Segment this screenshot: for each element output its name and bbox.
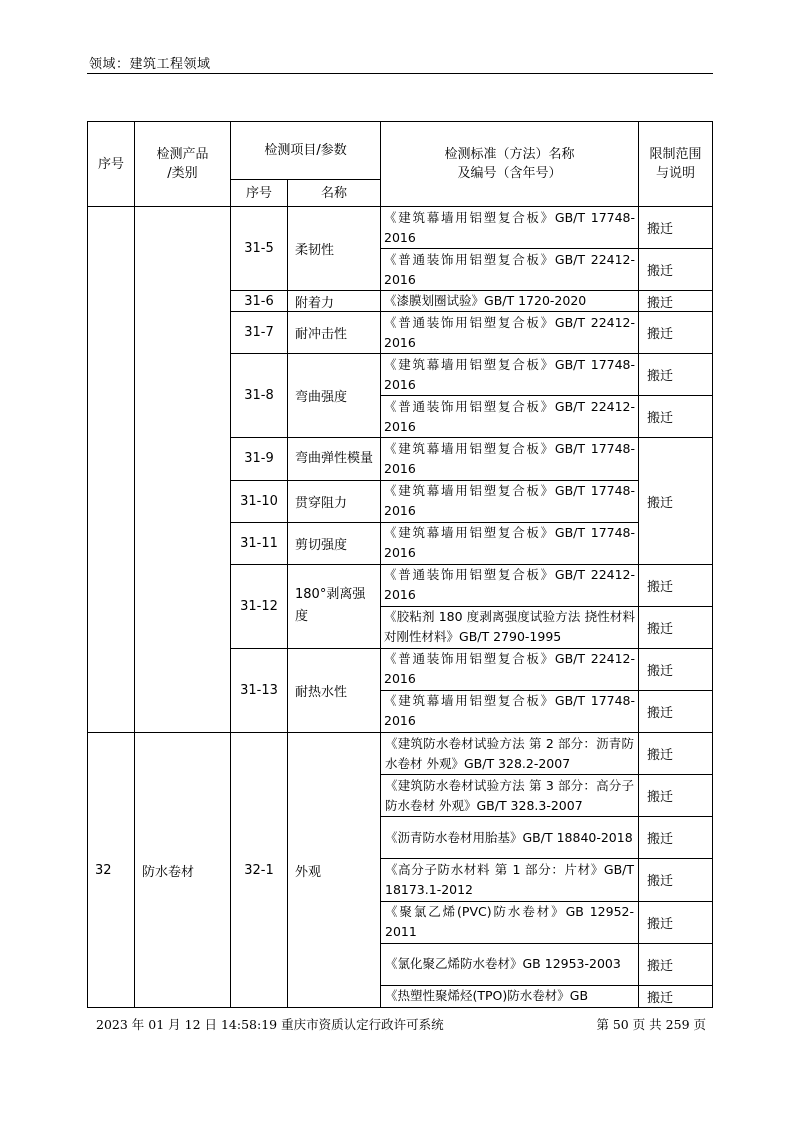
standard-cell: 《沥青防水卷材用胎基》GB/T 18840-2018 xyxy=(381,817,639,859)
item-seq: 31-8 xyxy=(231,354,288,438)
limit-cell: 搬迁 xyxy=(639,943,713,985)
limit-cell: 搬迁 xyxy=(639,775,713,817)
standard-cell: 《普通装饰用铝塑复合板》GB/T 22412-2016 xyxy=(381,249,639,291)
limit-cell: 搬迁 xyxy=(639,817,713,859)
item-seq: 31-12 xyxy=(231,564,288,648)
col-head-item-group: 检测项目/参数 xyxy=(231,122,381,180)
group-category: 防水卷材 xyxy=(135,733,231,1008)
limit-cell: 搬迁 xyxy=(639,733,713,775)
item-name: 弯曲弹性模量 xyxy=(288,438,381,480)
col-head-seq: 序号 xyxy=(88,122,135,207)
table-row xyxy=(88,733,713,775)
item-seq: 31-10 xyxy=(231,480,288,522)
limit-cell: 搬迁 xyxy=(639,901,713,943)
item-seq: 31-5 xyxy=(231,207,288,291)
qualification-table xyxy=(87,121,713,733)
standard-cell: 《建筑防水卷材试验方法 第 3 部分：高分子防水卷材 外观》GB/T 328.3-2007 xyxy=(381,775,639,817)
standard-cell: 《氯化聚乙烯防水卷材》GB 12953-2003 xyxy=(381,943,639,985)
qualification-table-continued xyxy=(87,732,713,1008)
item-name: 180°剥离强度 xyxy=(288,564,381,648)
footer-timestamp-system: 2023 年 01 月 12 日 14:58:19 重庆市资质认定行政许可系统 xyxy=(96,1017,444,1032)
item-name: 耐热水性 xyxy=(288,648,381,732)
item-seq: 31-11 xyxy=(231,522,288,564)
item-name: 弯曲强度 xyxy=(288,354,381,438)
standard-cell: 《建筑幕墙用铝塑复合板》GB/T 17748-2016 xyxy=(381,480,639,522)
standard-cell: 《建筑幕墙用铝塑复合板》GB/T 17748-2016 xyxy=(381,522,639,564)
item-name: 外观 xyxy=(288,733,381,1008)
item-seq: 31-9 xyxy=(231,438,288,480)
limit-cell: 搬迁 xyxy=(639,648,713,690)
item-seq: 31-13 xyxy=(231,648,288,732)
item-name: 剪切强度 xyxy=(288,522,381,564)
col-head-sub-name: 名称 xyxy=(288,180,381,207)
standard-cell: 《建筑幕墙用铝塑复合板》GB/T 17748-2016 xyxy=(381,690,639,732)
item-name: 贯穿阻力 xyxy=(288,480,381,522)
col-head-category: 检测产品 /类别 xyxy=(135,122,231,207)
item-seq: 31-6 xyxy=(231,291,288,312)
limit-cell: 搬迁 xyxy=(639,312,713,354)
standard-cell: 《普通装饰用铝塑复合板》GB/T 22412-2016 xyxy=(381,648,639,690)
table-row xyxy=(88,207,713,249)
footer-page-number: 第 50 页 共 259 页 xyxy=(596,1017,706,1032)
limit-cell: 搬迁 xyxy=(639,396,713,438)
group-seq: 32 xyxy=(88,733,135,1008)
group-seq-cell xyxy=(88,207,135,733)
standard-cell: 《建筑防水卷材试验方法 第 2 部分：沥青防水卷材 外观》GB/T 328.2-2007 xyxy=(381,733,639,775)
standard-cell: 《热塑性聚烯烃(TPO)防水卷材》GB xyxy=(381,985,639,1007)
limit-cell: 搬迁 xyxy=(639,690,713,732)
limit-cell: 搬迁 xyxy=(639,207,713,249)
item-seq: 31-7 xyxy=(231,312,288,354)
limit-cell: 搬迁 xyxy=(639,606,713,648)
footer-divider xyxy=(87,1007,713,1008)
standard-cell: 《建筑幕墙用铝塑复合板》GB/T 17748-2016 xyxy=(381,438,639,480)
limit-cell: 搬迁 xyxy=(639,291,713,312)
limit-cell: 搬迁 xyxy=(639,249,713,291)
table-header xyxy=(88,122,713,207)
item-name: 柔韧性 xyxy=(288,207,381,291)
standard-cell: 《普通装饰用铝塑复合板》GB/T 22412-2016 xyxy=(381,564,639,606)
group-category-cell xyxy=(135,207,231,733)
standard-cell: 《胶粘剂 180 度剥离强度试验方法 挠性材料对刚性材料》GB/T 2790-1995 xyxy=(381,606,639,648)
standard-cell: 《普通装饰用铝塑复合板》GB/T 22412-2016 xyxy=(381,312,639,354)
standard-cell: 《高分子防水材料 第 1 部分：片材》GB/T 18173.1-2012 xyxy=(381,859,639,901)
limit-cell: 搬迁 xyxy=(639,354,713,396)
standard-cell: 《漆膜划圈试验》GB/T 1720-2020 xyxy=(381,291,639,312)
limit-cell: 搬迁 xyxy=(639,985,713,1007)
col-head-limit: 限制范围 与说明 xyxy=(639,122,713,207)
standard-cell: 《建筑幕墙用铝塑复合板》GB/T 17748-2016 xyxy=(381,354,639,396)
col-head-standard: 检测标准（方法）名称 及编号（含年号） xyxy=(381,122,639,207)
item-name: 耐冲击性 xyxy=(288,312,381,354)
col-head-sub-seq: 序号 xyxy=(231,180,288,207)
limit-cell: 搬迁 xyxy=(639,438,713,564)
item-seq: 32-1 xyxy=(231,733,288,1008)
standard-cell: 《建筑幕墙用铝塑复合板》GB/T 17748-2016 xyxy=(381,207,639,249)
header-divider xyxy=(87,73,713,74)
standard-cell: 《普通装饰用铝塑复合板》GB/T 22412-2016 xyxy=(381,396,639,438)
limit-cell: 搬迁 xyxy=(639,564,713,606)
item-name: 附着力 xyxy=(288,291,381,312)
standard-cell: 《聚氯乙烯(PVC)防水卷材》GB 12952-2011 xyxy=(381,901,639,943)
limit-cell: 搬迁 xyxy=(639,859,713,901)
header-domain: 领域：建筑工程领域 xyxy=(89,57,211,72)
